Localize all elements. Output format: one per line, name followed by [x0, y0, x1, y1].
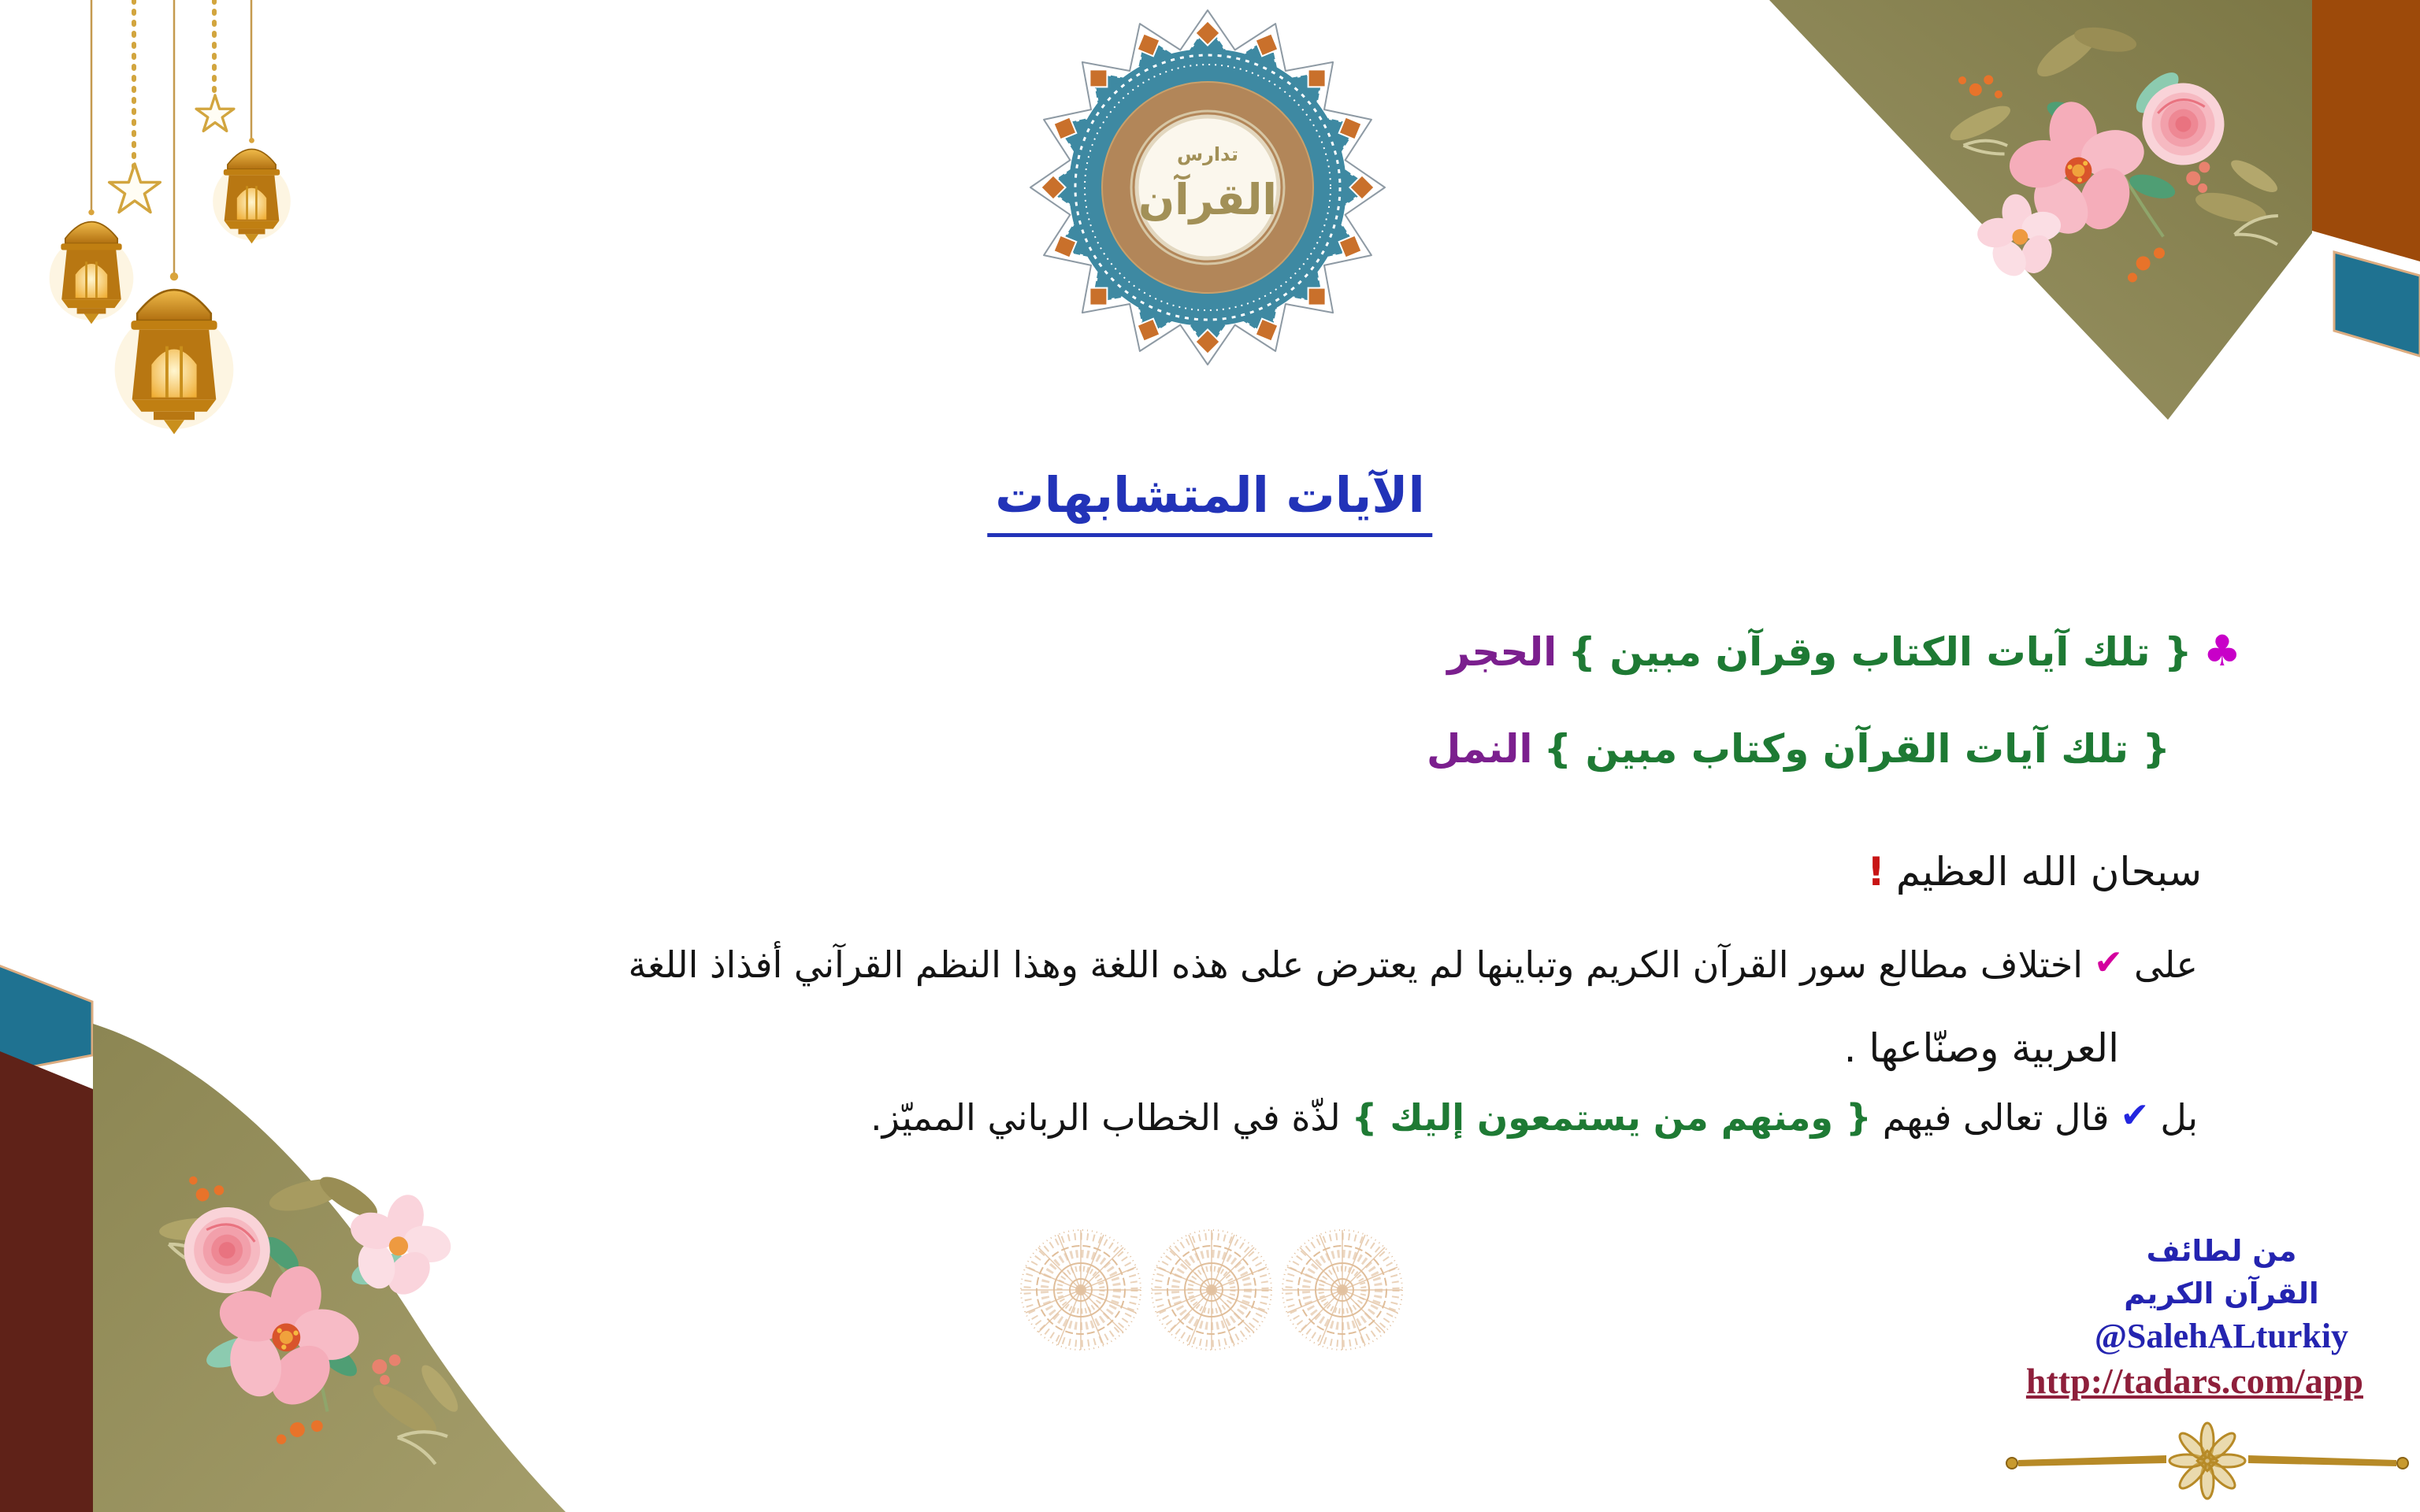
point-quote: { ومنهم من يستمعون إليك } [1351, 1096, 1872, 1139]
mandala-ornament-icon [1278, 1225, 1407, 1354]
verse-line-hijr [1447, 626, 2241, 676]
point-1-line-2: العربية وصنّاعها . [1843, 1025, 2119, 1071]
lantern-icon [213, 138, 291, 243]
checkmark-icon: ✔ [2094, 943, 2123, 983]
lanterns-illustration [0, 0, 339, 472]
bottom-left-corner-decoration [0, 906, 599, 1512]
point-first-word: بل [2160, 1096, 2198, 1139]
star-icon [109, 164, 161, 213]
verse-quote: { تلك آيات الكتاب وقرآن مبين } [1568, 629, 2192, 675]
rust-band-shape [2312, 0, 2420, 261]
point-text: قال تعالى فيهم [1882, 1096, 2110, 1139]
checkmark-icon: ✔ [2120, 1095, 2150, 1136]
mandala-ornament-icon [1147, 1225, 1276, 1354]
point-text: لذّة في الخطاب الرباني المميّز. [870, 1096, 1341, 1139]
page-title: الآيات المتشابهات [987, 466, 1432, 537]
top-right-corner-decoration [1733, 0, 2420, 630]
lantern-icon [115, 272, 234, 434]
footer-arabic-line-2: القرآن الكريم [2124, 1276, 2319, 1310]
medallion-top-word: تدارس [1176, 143, 1239, 165]
footer-url-link[interactable]: http://tadars.com/app [2025, 1361, 2363, 1402]
club-bullet-icon: ♣ [2203, 626, 2241, 676]
point-2-line [870, 1096, 2198, 1139]
point-first-word: على [2133, 943, 2198, 986]
lantern-strings [91, 0, 251, 274]
verse-line-naml [1427, 726, 2170, 772]
social-handle: @SalehALturkiy [2094, 1317, 2349, 1356]
verse-quote: { تلك آيات القرآن وكتاب مبين } [1543, 726, 2170, 772]
teal-band-shape [2334, 252, 2420, 356]
mandala-ornament-icon [1016, 1225, 1145, 1354]
surah-name: الحجر [1447, 629, 1557, 675]
footer-credit-block [2025, 1230, 2363, 1405]
lantern-icon [50, 209, 134, 324]
exclamation-mark: ! [1867, 849, 1885, 895]
surah-name: النمل [1427, 726, 1533, 772]
mandala-row [1016, 1225, 1407, 1354]
olive-corner-shape [93, 1024, 566, 1512]
point-text: اختلاف مطالع سور القرآن الكريم وتباينها لم يعترض على هذه اللغة وهذا النظم القرآني أفذاذ اللغة [628, 943, 2084, 986]
tasbih-text: سبحان الله العظيم [1895, 849, 2202, 895]
gold-divider-ornament [2002, 1416, 2412, 1506]
footer-arabic-line-1: من لطائف [2146, 1234, 2297, 1268]
medallion-main-word: القرآن [1138, 175, 1277, 224]
tasbih-line [1867, 849, 2202, 895]
quran-medallion-logo [1019, 2, 1397, 372]
point-1-line-1 [629, 943, 2198, 986]
star-icon [196, 95, 234, 132]
maroon-corner-shape [0, 1051, 107, 1512]
